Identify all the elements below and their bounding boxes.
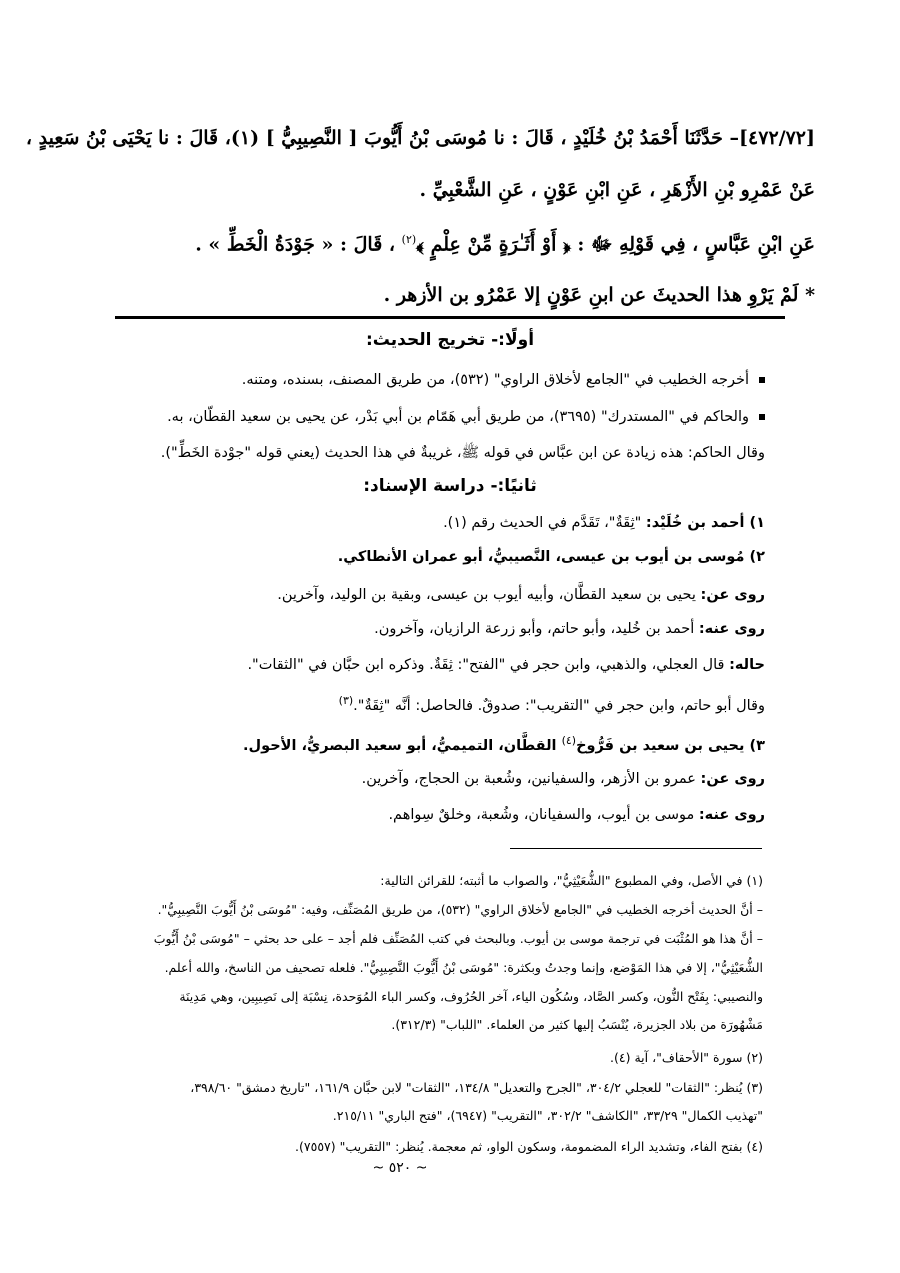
narrator-3-rawa-anhu: [65, 804, 765, 826]
narrator-3-title-b: القطَّان، التميميُّ، أبو سعيد البصريُّ، الأحول.: [243, 737, 562, 754]
narrator-2-rawa-an-text: يحيى بن سعيد القطَّان، وأبيه أيوب بن عيسى، وبقية بن الوليد، وآخرين.: [277, 587, 701, 603]
takhrij-bullet-2-text: والحاكم في "المستدرك" (٣٦٩٥)، من طريق أبي هَمّام بن أبي بَدْر، عن يحيى بن سعيد القطّان، به.: [167, 409, 749, 425]
narrator-1: [65, 512, 765, 534]
narrator-2-conclusion-text: وقال أبو حاتم، وابن حجر في "التقريب": صدوقٌ. فالحاصل: أنَّه "ثِقَةٌ".: [353, 697, 765, 714]
hadith-line-3: [75, 228, 815, 256]
narrator-2-rawa-an: [65, 584, 765, 606]
takhrij-bullet-1: [65, 369, 765, 391]
narrator-3-rawa-anhu-text: موسى بن أيوب، والسفيانان، وشُعبة، وخلقٌ سِواهم.: [388, 807, 699, 823]
footnote-3-line-2: "تهذيب الكمال" ٣٣/٢٩، "الكاشف" ٣٠٢/٢، "التقريب" (٦٩٤٧)، "فتح الباري" ٢١٥/١١.: [332, 1108, 763, 1123]
footnote-3: (٣) يُنظر: "الثقات" للعجلي ٣٠٤/٢، "الجرح والتعديل" ١٣٤/٨، "الثقات" لابن حبَّان ١٦١/٩، "تاريخ دمشق" ٣٩٨/٦٠،: [190, 1080, 763, 1095]
hadith-line-2: عَنْ عَمْرِو بْنِ الأَزْهَرِ ، عَنِ ابْنِ عَوْنٍ ، عَنِ الشَّعْبِيِّ .: [419, 179, 815, 201]
footnote-1-line-2: – أنَّ الحديث أخرجه الخطيب في "الجامع لأخلاق الراوي" (٥٣٢)، من طريق المُصَنِّف، وفيه: "مُوسَى بْنُ أَيُّوبَ النَّصِيبِيُّ".: [157, 902, 763, 917]
narrator-1-name: ١) أحمد بن خُلَيْد:: [645, 515, 765, 531]
label-rawa-anhu: روى عنه:: [698, 807, 765, 823]
label-rawa-an: روى عن:: [700, 771, 765, 787]
footnote-2: (٢) سورة "الأحقاف"، آية (٤).: [610, 1050, 763, 1065]
bullet-icon: [759, 414, 765, 420]
narrator-2-rawa-anhu-text: أحمد بن خُليد، وأبو حاتم، وأبو زرعة الرازيان، وآخرون.: [374, 621, 699, 637]
takhrij-bullet-1-text: أخرجه الخطيب في "الجامع لأخلاق الراوي" (٥٣٢)، من طريق المصنف، بسنده، ومتنه.: [241, 372, 749, 388]
narrator-3-rawa-an: [65, 768, 765, 790]
footnote-1-line-4: الشُّعَيْثِيُّ"، إلا في هذا المَوْضع، وإنما وجدتُ وبكثرة: "مُوسَى بْنُ أَيُّوبَ النَّصِيبِيُّ". فلعله تصحيف من الناسخ، والله أعلم.: [164, 960, 763, 975]
section-heading-takhrij: أولًا:- تخريج الحديث:: [365, 330, 535, 350]
section-divider: [115, 316, 785, 319]
footnote-ref-2: (٢): [401, 233, 417, 246]
narrator-3-title: [65, 730, 765, 757]
footnote-ref-4: (٤): [561, 734, 577, 747]
footnote-1-line-3: – أنَّ هذا هو المُثْبَت في ترجمة موسى بن أيوب. وبالبحث في كتب المُصَنِّف فلم أجد – على حد بحثي – "مُوسَى بْنُ أَيُّوبَ: [153, 931, 763, 946]
label-rawa-anhu: روى عنه:: [698, 621, 765, 637]
narrator-2-title: ٢) مُوسى بن أيوب بن عيسى، النَّصيبيُّ، أبو عمران الأنطاكي.: [337, 549, 765, 565]
label-status: حاله:: [729, 657, 765, 673]
bullet-icon: [759, 377, 765, 383]
narrator-2-status-text: قال العجلي، والذهبي، وابن حجر في "الفتح": ثِقَةٌ. وذكره ابن حبَّان في "الثقات".: [247, 657, 730, 673]
hadith-line-3-text-a: عَنِ ابْنِ عَبَّاسٍ ، فِي قَوْلِهِ ﷻ : ﴿ أَوْ أَثَـٰرَةٍ مِّنْ عِلْمٍ ﴾: [416, 233, 815, 256]
hadith-line-3-text-b: ، قَالَ : « جَوْدَةُ الْخَطِّ » .: [195, 233, 396, 256]
footnote-1-line-6: مَشْهُورَة من بلاد الجزيرة، يُنْسَبُ إليها كثير من العلماء. "اللباب" (٣١٢/٣).: [391, 1017, 763, 1032]
narrator-3-rawa-an-text: عمرو بن الأزهر، والسفيانين، وشُعبة بن الحجاج، وآخرين.: [361, 771, 701, 787]
narrator-2-status: [65, 654, 765, 676]
narrator-2-rawa-anhu: [65, 618, 765, 640]
footnote-1-line-5: والنصيبي: بِفَتْح النُّون، وكسر الصَّاد، وسُكُون الياء، آخر الحُرُوف، وكسر الباء المُوَحدة، نِسْبَة إلى نَصِيبِين، وهي مَدِينَة: [179, 989, 763, 1004]
label-rawa-an: روى عن:: [700, 587, 765, 603]
section-heading-isnad: ثانيًا:- دراسة الإسناد:: [363, 476, 537, 496]
hadith-line-1: [٤٧٢/٧٢]– حَدَّثَنَا أَحْمَدُ بْنُ خُلَيْدٍ ، قَالَ : نا مُوسَى بْنُ أَيُّوبَ [ النَّصِيبِيُّ ] (١)، قَالَ : نا يَحْيَى بْنُ سَعِيدٍ ،: [25, 127, 815, 149]
narrator-1-text: "ثِقَةٌ"، تَقَدَّم في الحديث رقم (١).: [443, 515, 646, 531]
footnote-divider: [510, 848, 762, 849]
narrator-2-conclusion: [65, 690, 765, 717]
takhrij-bullet-2: [65, 406, 765, 428]
footnote-4: (٤) بفتح الفاء، وتشديد الراء المضمومة، وسكون الواو، ثم معجمة. يُنظر: "التقريب" (٧٥٥٧).: [295, 1139, 763, 1154]
narrator-3-title-a: ٣) يحيى بن سعيد بن فَرُّوخ: [576, 737, 765, 754]
page-number: ~ ٥٢٠ ~: [372, 1160, 428, 1176]
takhrij-note: وقال الحاكم: هذه زيادة عن ابن عبَّاس في قوله ﷺ، غريبةٌ في هذا الحديث (يعني قوله "جوْدة الخَطِّ").: [160, 445, 765, 461]
hadith-line-4: * لَمْ يَرْوِ هذا الحديثَ عن ابنِ عَوْنٍ إلا عَمْرُو بن الأزهر .: [383, 284, 815, 306]
footnote-ref-3: (٣): [338, 694, 354, 707]
footnote-1: (١) في الأصل، وفي المطبوع "الشُّعَيْثِيُّ"، والصواب ما أثبته؛ للقرائن التالية:: [380, 873, 763, 888]
